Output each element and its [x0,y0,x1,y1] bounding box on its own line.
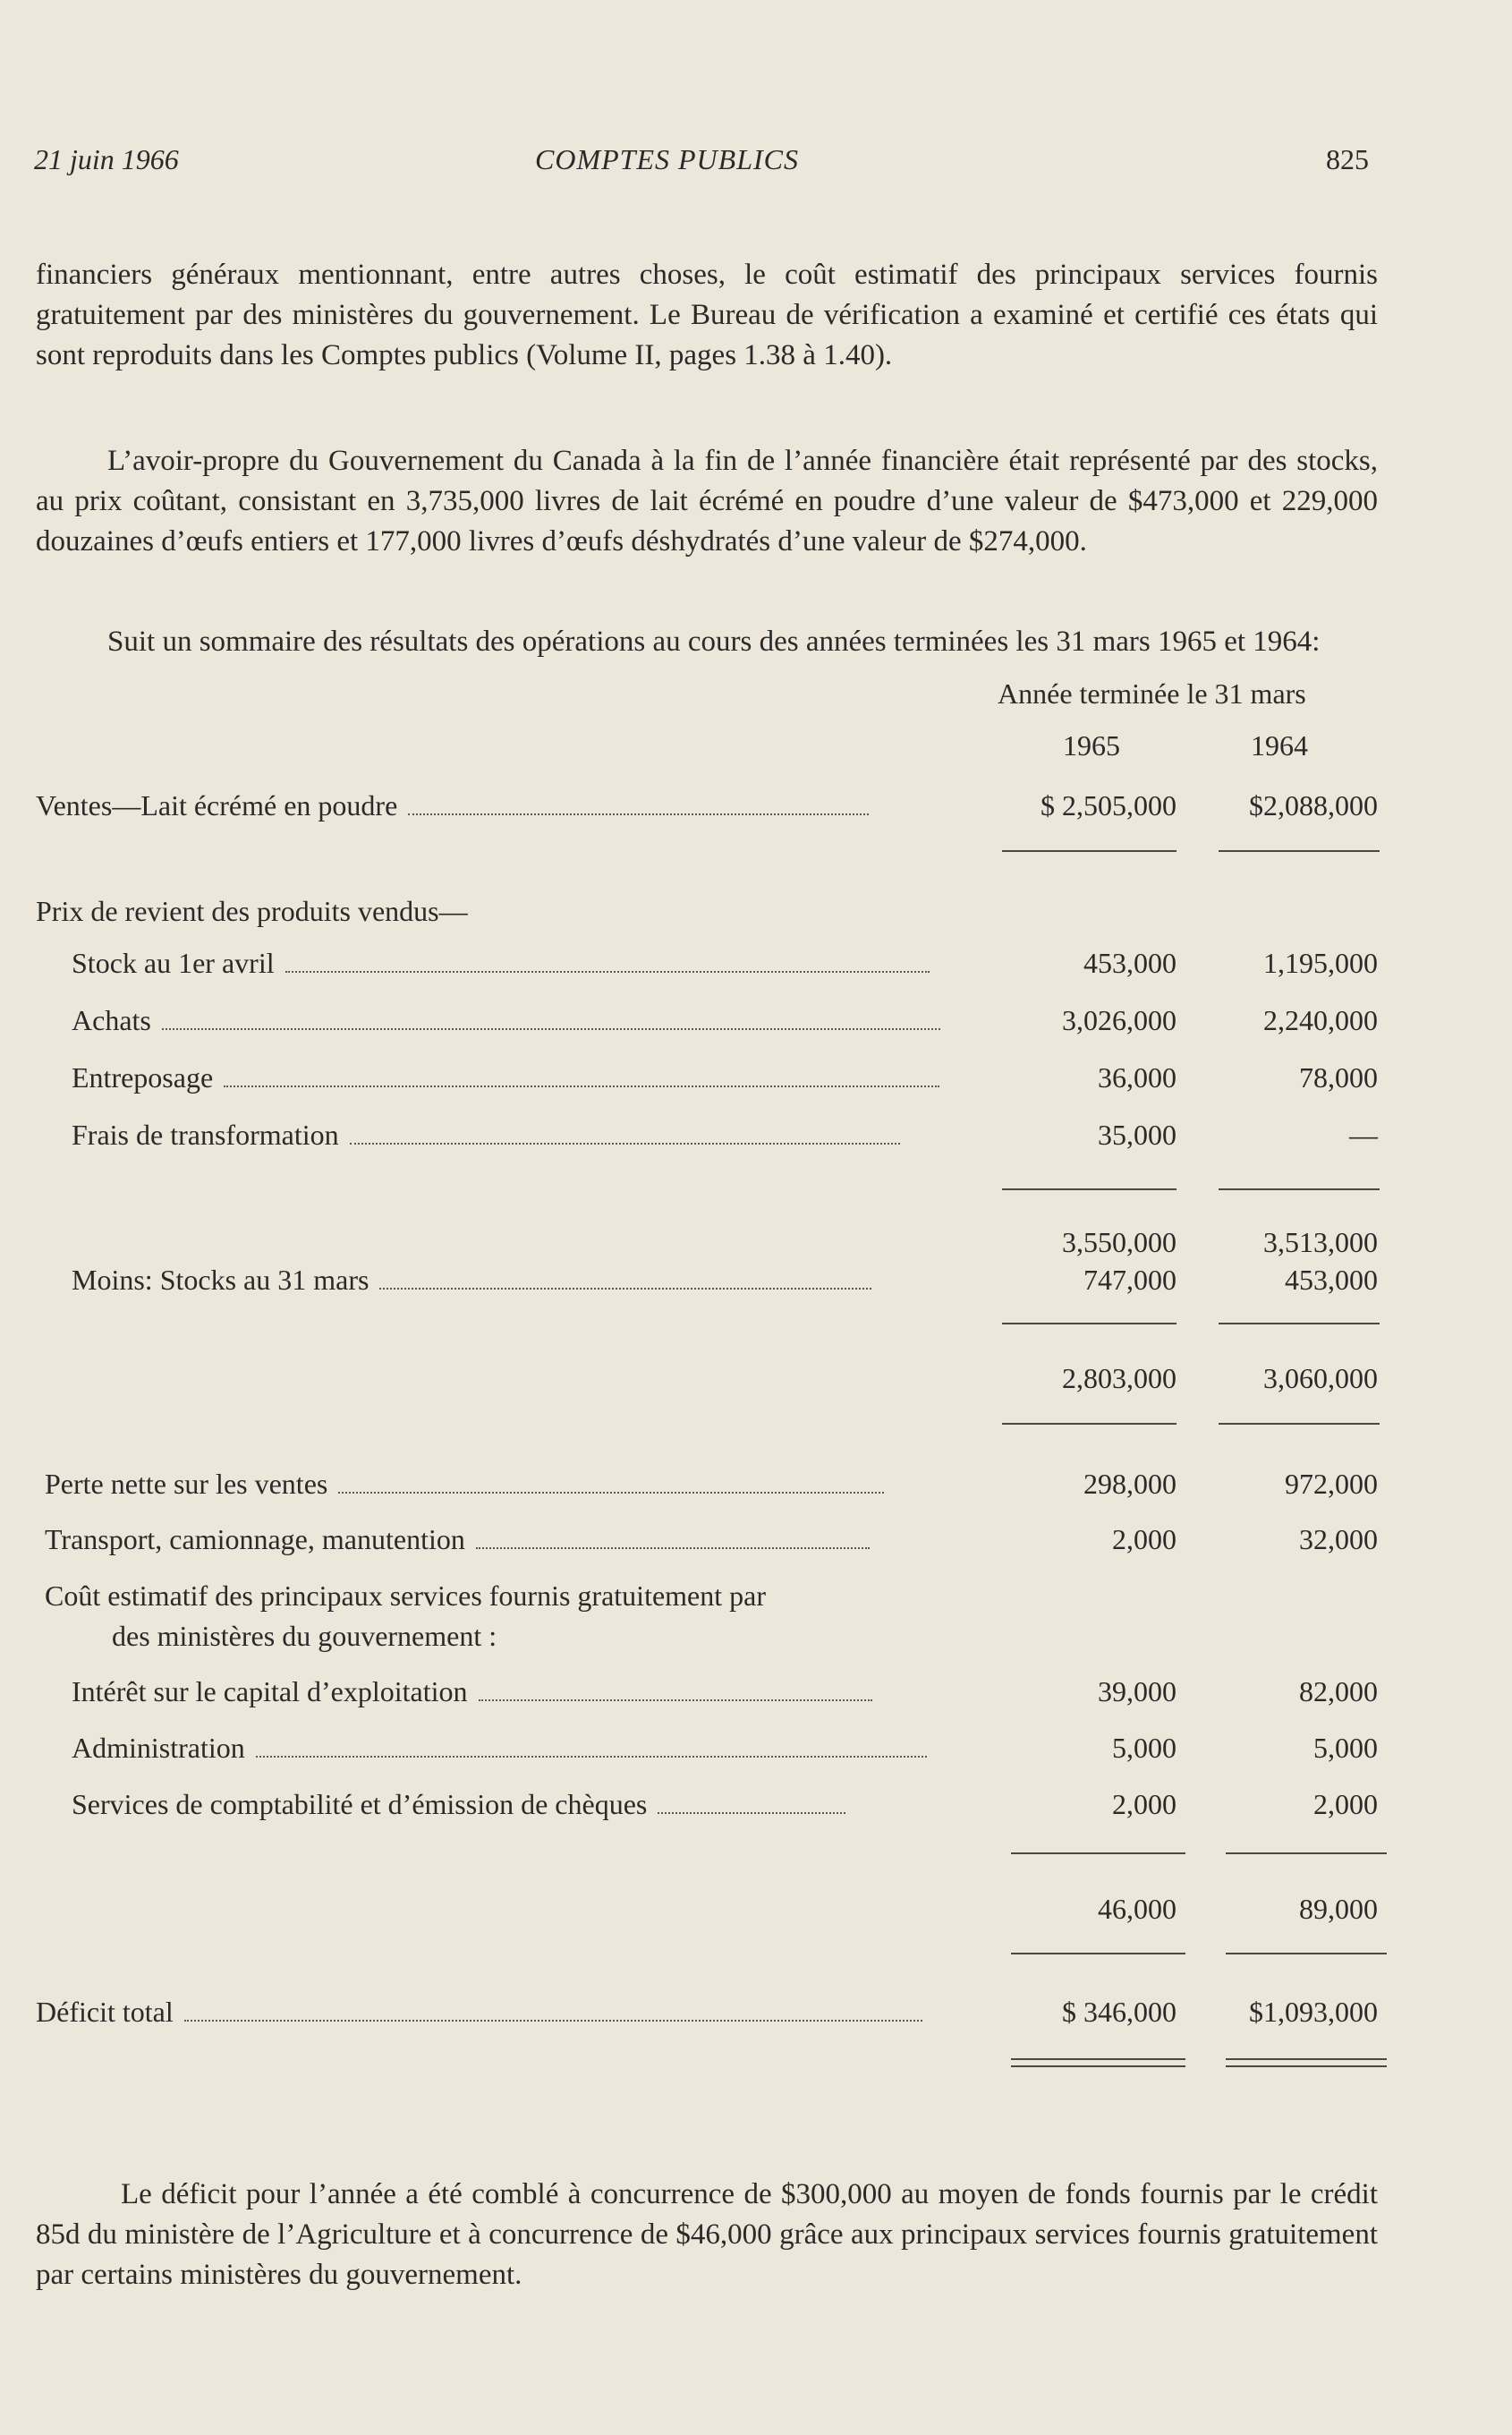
rule [1002,1323,1176,1324]
value-1965: 453,000 [1083,947,1176,979]
table-row-total-cout [0,1362,1512,1398]
value-1965: 36,000 [1098,1061,1176,1094]
table-row-stock [0,947,1512,983]
table-caption: Année terminée le 31 mars [998,677,1306,710]
header-date: 21 juin 1966 [34,143,179,175]
value-1965: 3,550,000 [1062,1226,1176,1258]
row-label: Prix de revient des produits vendus— [36,895,468,927]
table-row-perte [0,1468,1512,1503]
rule [1226,1953,1387,1954]
table-row-administration [0,1732,1512,1767]
row-label: Achats [72,1004,151,1036]
rule [1011,2065,1185,2067]
value-1965: 39,000 [1098,1675,1176,1707]
value-1964: 32,000 [1299,1523,1378,1555]
row-label: Administration [72,1732,245,1764]
value-1965: 2,000 [1112,1788,1176,1820]
value-1964: 2,000 [1313,1788,1378,1820]
value-1964: 3,513,000 [1263,1226,1378,1258]
row-label: Coût estimatif des principaux services fournis gratuitement par [45,1579,766,1612]
value-1964: 82,000 [1299,1675,1378,1707]
value-1965: $ 346,000 [1062,1996,1176,2028]
paragraph-3: Suit un sommaire des résultats des opérations au cours des années terminées les 31 mars 1965 et 1964: [107,626,1321,658]
paragraph-4: Le déficit pour l’année a été comblé à concurrence de $300,000 au moyen de fonds fournis par le crédit 85d du ministère de l’Agriculture et à concurrence de $46,000 grâce aux principaux services fournis gratuitement par certains ministères du gouvernement. [36,2178,1378,2291]
page-header [0,143,1512,188]
year-1965-header: 1965 [1063,729,1120,762]
value-1965: 5,000 [1112,1732,1176,1764]
value-1964: 972,000 [1285,1468,1378,1500]
rule [1226,2058,1387,2060]
value-1964: $2,088,000 [1249,789,1378,822]
rule [1002,850,1176,852]
value-1965: 35,000 [1098,1119,1176,1151]
table-row-prix-revient [0,895,1512,931]
value-1964: 2,240,000 [1263,1004,1378,1036]
page-number: 825 [1326,143,1369,175]
rule [1226,1852,1387,1854]
value-1964: 3,060,000 [1263,1362,1378,1394]
table-row-interet [0,1675,1512,1711]
rule [1002,1188,1176,1190]
table-row-cout-estimatif [0,1579,1512,1615]
table-row-deficit [0,1996,1512,2031]
table-row-ventes [0,789,1512,825]
table-row-frais [0,1119,1512,1154]
row-label: Stock au 1er avril [72,947,275,979]
row-label: Perte nette sur les ventes [45,1468,328,1500]
rule [1011,2058,1185,2060]
rule [1002,1423,1176,1425]
table-row-entreposage [0,1061,1512,1097]
rule [1011,1852,1185,1854]
table-row-cout-estimatif-cont [0,1620,1512,1656]
rule [1219,1323,1380,1324]
value-1964: $1,093,000 [1249,1996,1378,2028]
header-title: COMPTES PUBLICS [535,143,799,175]
row-label: Services de comptabilité et d’émission de chèques [72,1788,648,1820]
table-row-total-services [0,1893,1512,1928]
rule [1226,2065,1387,2067]
row-label: Frais de transformation [72,1119,339,1151]
row-label: Entreposage [72,1061,214,1094]
table-row-sous-total [0,1226,1512,1262]
value-1964: — [1349,1119,1378,1151]
paragraph-2: L’avoir-propre du Gouvernement du Canada à la fin de l’année financière était représenté par des stocks, au prix coûtant, consistant en 3,735,000 livres de lait écrémé en poudre d’une valeur de $473,000 et 229,000 douzaines d’œufs entiers et 177,000 livres d’œufs déshydratés d’une valeur de $274,000. [36,445,1378,558]
table-row-transport [0,1523,1512,1559]
row-label: Moins: Stocks au 31 mars [72,1264,370,1296]
value-1965: 46,000 [1098,1893,1176,1925]
table-row-moins [0,1264,1512,1299]
rule [1219,850,1380,852]
value-1964: 89,000 [1299,1893,1378,1925]
value-1964: 5,000 [1313,1732,1378,1764]
value-1965: 3,026,000 [1062,1004,1176,1036]
value-1964: 453,000 [1285,1264,1378,1296]
value-1965: $ 2,505,000 [1041,789,1176,822]
rule [1219,1188,1380,1190]
value-1965: 2,000 [1112,1523,1176,1555]
table-row-achats [0,1004,1512,1040]
year-1964-header: 1964 [1251,729,1308,762]
value-1965: 747,000 [1083,1264,1176,1296]
row-label: Ventes—Lait écrémé en poudre [36,789,398,822]
row-label: Intérêt sur le capital d’exploitation [72,1675,468,1707]
rule [1011,1953,1185,1954]
paragraph-1: financiers généraux mentionnant, entre autres choses, le coût estimatif des principaux services fournis gratuitement par des ministères du gouvernement. Le Bureau de vérification a examiné et certifié ces états qui sont reproduits dans les Comptes publics (Volume II, pages 1.38 à 1.40). [36,259,1378,371]
value-1964: 78,000 [1299,1061,1378,1094]
row-label: Transport, camionnage, manutention [45,1523,465,1555]
value-1965: 2,803,000 [1062,1362,1176,1394]
row-label: Déficit total [36,1996,174,2028]
row-label: des ministères du gouvernement : [112,1620,497,1652]
table-row-services [0,1788,1512,1824]
rule [1219,1423,1380,1425]
value-1965: 298,000 [1083,1468,1176,1500]
value-1964: 1,195,000 [1263,947,1378,979]
